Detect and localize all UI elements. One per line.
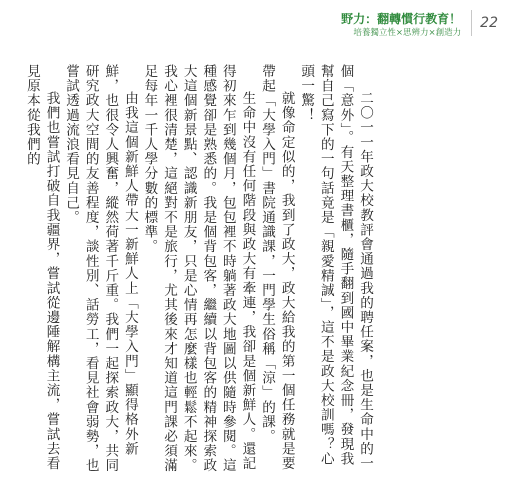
- book-subtitle: 培養獨立性×思辨力×創造力: [353, 28, 462, 38]
- paragraph: 就像命定似的，我到了政大，政大給我的第一個任務就是要帶起「大學入門」書院通識課，一門學生俗稱「涼」的課。: [259, 64, 295, 471]
- paragraph: 由我這個新鮮人帶大一新鮮人上「大學入門」顯得格外新鮮，也很令人興奮，縱然荷著千斤重。我們一起探索政大，共同研究政大空間的友善程度，談性別、話勞工，看見社會弱勢，也嘗試透過流浪看見自己。: [63, 64, 138, 473]
- page-number: 22: [471, 10, 498, 36]
- paragraph: 我們也嘗試打破自我疆界，嘗試從邊陲解構主流，嘗試去看見原本從我們的: [23, 64, 60, 471]
- body-text: [21, 64, 374, 474]
- book-title: 野力：翻轉慣行教育！: [341, 12, 462, 26]
- page-header: [341, 10, 498, 39]
- paragraph: 生命中沒有任何階段與政大有牽連，我卻是個新鮮人。還記得初來乍到幾個月，包包裡不時躺著政大地圖以供隨時參閱。這種感覺卻是熟悉的。我是個背包客，繼續以背包客的精神探索政大這個新景點、認識新朋友，只是心情再怎麼樣也輕鬆不起來。我心裡很清楚，這絕對不是旅行，尤其後來才知道這門課必須滿足每年一千人學分數的標準。: [141, 64, 256, 473]
- running-head: [341, 10, 461, 39]
- paragraph: 二〇一一年政大校教評會通過我的聘任案，也是生命中的一個「意外」。有天整理書櫃，隨手翻到國中畢業紀念冊，發現我幫自己寫下的一句話竟是「親愛精誠」，這不是政大校訓嗎？心頭一驚！: [298, 64, 373, 471]
